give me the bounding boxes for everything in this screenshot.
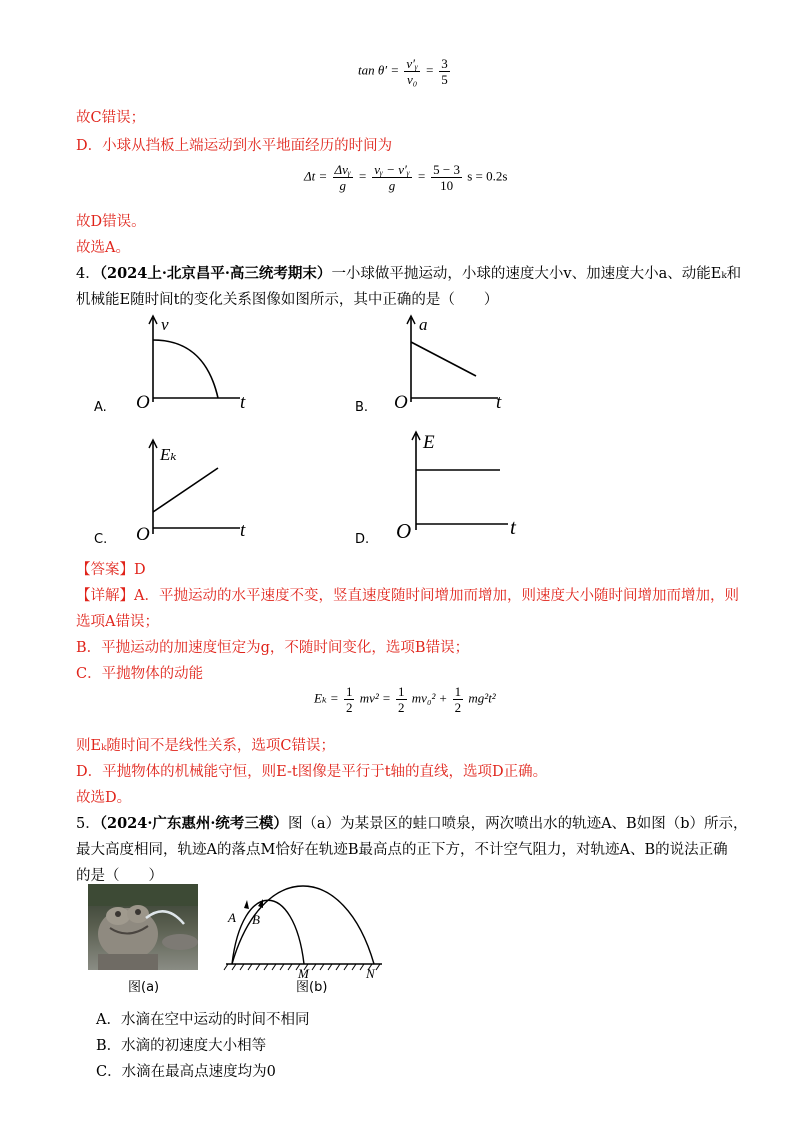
trajectory-a <box>232 900 304 964</box>
fraction-numerator: 5 − 3 <box>433 162 460 177</box>
q5-stem-line3: 的是（ ） <box>76 868 163 884</box>
q4-answer: 【答案】D <box>76 562 146 578</box>
origin-label: O <box>394 392 408 412</box>
q5-stem-line1 <box>76 812 748 833</box>
question-number: 4． <box>76 266 100 282</box>
origin-label: O <box>136 524 150 544</box>
fraction-numerator: vᵧ − v′ᵧ <box>374 162 410 177</box>
v-t-curve <box>153 340 218 398</box>
equals-sign: = <box>417 168 426 184</box>
q4-explain-d: D．平抛物体的机械能守恒，则E-t图像是平行于t轴的直线，选项D正确。 <box>76 764 548 780</box>
q4-stem-line2: 机械能E随时间t的变化关系图像如图所示，其中正确的是（ ） <box>76 292 499 308</box>
y-axis-label: a <box>419 315 428 334</box>
q5-option-c: C．水滴在最高点速度均为0 <box>96 1064 276 1080</box>
formula-delta-t <box>304 162 507 193</box>
question-stem: 一小球做平抛运动，小球的速度大小v、加速度大小a、动能Eₖ和 <box>331 266 742 282</box>
figure-a-caption: 图(a) <box>128 980 160 995</box>
formula-term: mv₀² + <box>411 690 448 706</box>
formula-lhs: Δt = <box>304 168 328 184</box>
x-axis-label: t <box>496 392 502 412</box>
fraction-denominator: 10 <box>440 178 454 193</box>
fraction-numerator: 1 <box>398 684 405 699</box>
question-number: 5． <box>76 816 100 832</box>
fraction-denominator: 2 <box>398 700 405 715</box>
q4-select: 故选D。 <box>76 790 132 806</box>
a-t-line <box>411 342 476 376</box>
d-text-line: D．小球从挡板上端运动到水平地面经历的时间为 <box>76 138 393 154</box>
fraction-numerator: Δvᵧ <box>334 162 351 177</box>
fraction-denominator: v₀ <box>407 72 418 87</box>
q5-option-b: B．水滴的初速度大小相等 <box>96 1038 267 1054</box>
d-wrong-line: 故D错误。 <box>76 214 146 230</box>
option-label-d: D. <box>355 532 370 547</box>
select-a-line: 故选A。 <box>76 240 130 256</box>
y-axis-label: E <box>423 432 435 453</box>
q4-explain-a2: 选项A错误； <box>76 614 159 630</box>
ek-t-line <box>153 468 218 512</box>
figure-b-diagram <box>214 884 390 980</box>
equals-sign: = <box>358 168 367 184</box>
figure-b-caption: 图(b) <box>296 980 328 995</box>
y-axis-label: Eₖ <box>160 445 177 464</box>
fraction-denominator: 2 <box>454 700 462 715</box>
label-a: A <box>228 910 236 925</box>
formula-tan-theta <box>358 56 452 87</box>
option-label-c: C. <box>94 532 108 547</box>
question-source: （2024·广东惠州·统考三模） <box>99 815 288 832</box>
fraction-denominator: 5 <box>441 72 448 87</box>
fraction-numerator: 1 <box>454 684 462 699</box>
graph-c <box>128 436 258 544</box>
label-n: N <box>366 966 375 980</box>
formula-ek <box>314 684 496 715</box>
formula-tail: s = 0.2s <box>467 168 508 184</box>
c-wrong-line: 故C错误； <box>76 110 146 126</box>
q4-explain-c2: 则Eₖ随时间不是线性关系，选项C错误； <box>76 738 335 754</box>
formula-lhs: tan θ′ = <box>358 62 400 78</box>
origin-label: O <box>396 519 412 543</box>
equals-sign: = <box>425 62 435 78</box>
q4-explain-c: C．平抛物体的动能 <box>76 666 204 682</box>
formula-term: mg²t² <box>468 690 496 706</box>
q4-explain-b: B．平抛运动的加速度恒定为g，不随时间变化，选项B错误； <box>76 640 470 656</box>
graph-a <box>128 312 258 412</box>
fraction-denominator: 2 <box>345 700 353 715</box>
option-label-a: A. <box>94 400 107 415</box>
fraction-denominator: g <box>388 178 396 193</box>
x-axis-label: t <box>510 515 516 539</box>
figure-a-photo <box>88 884 198 970</box>
fraction-denominator: g <box>339 178 346 193</box>
q5-stem-line2: 最大高度相同，轨迹A的落点M恰好在轨迹B最高点的正下方，不计空气阻力，对轨迹A、B的说法正确 <box>76 842 728 858</box>
x-axis-label: t <box>240 520 246 541</box>
q5-option-a: A．水滴在空中运动的时间不相同 <box>96 1012 310 1028</box>
formula-lhs: Eₖ = <box>314 690 339 706</box>
graph-d <box>390 428 530 544</box>
label-m: M <box>298 966 309 980</box>
question-stem: 图（a）为某景区的蛙口喷泉，两次喷出水的轨迹A、B如图（b）所示， <box>287 816 748 832</box>
fraction-numerator: 3 <box>441 56 448 71</box>
fraction-numerator: v′ᵧ <box>406 56 418 71</box>
origin-label: O <box>136 392 150 412</box>
fraction-numerator: 1 <box>345 684 353 699</box>
graph-b <box>386 312 516 412</box>
q4-explain-a1: 【详解】A．平抛运动的水平速度不变，竖直速度随时间增加而增加，则速度大小随时间增加而增加，则 <box>76 588 739 604</box>
option-label-b: B. <box>355 400 369 415</box>
arrow-a <box>244 900 249 909</box>
question-source: （2024上·北京昌平·高三统考期末） <box>99 265 332 282</box>
x-axis-label: t <box>240 392 246 412</box>
y-axis-label: v <box>161 315 169 334</box>
label-b: B <box>252 912 260 927</box>
formula-term: mv² = <box>359 690 391 706</box>
q4-stem-line1 <box>76 262 741 283</box>
